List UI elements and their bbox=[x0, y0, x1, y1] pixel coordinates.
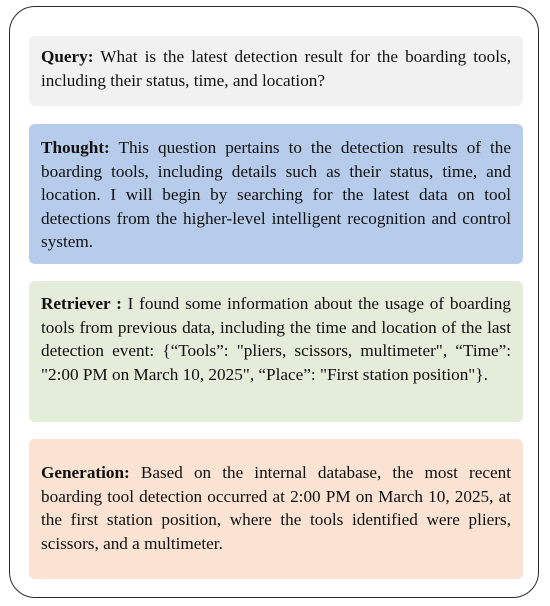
generation-text: Based on the internal database, the most recent boarding tool detection occurred at 2:00 PM on March 10, 2025, at the first station position, where the tools identified were pliers, scissors, and a multimeter. bbox=[41, 463, 511, 553]
thought-text: This question pertains to the detection results of the boarding tools, including details such as their status, time, and location. I will begin by searching for the latest data on tool detections from the higher-level intelligent recognition and control system. bbox=[41, 138, 511, 251]
thought-label: Thought: bbox=[41, 138, 110, 157]
query-text: What is the latest detection result for the boarding tools, including their status, time, and location? bbox=[41, 47, 511, 90]
generation-box bbox=[29, 439, 523, 579]
query-label: Query: bbox=[41, 47, 94, 66]
retriever-text: I found some information about the usage of boarding tools from previous data, including the time and location of the last detection event: {“Tools”: "pliers, scissors, multimeter", “Time”: "2:00 PM on March 10, 2025", “Place”: "First station position"}. bbox=[41, 294, 511, 384]
generation-label: Generation: bbox=[41, 463, 130, 482]
query-box bbox=[29, 36, 523, 106]
retriever-label: Retriever : bbox=[41, 294, 122, 313]
thought-box bbox=[29, 124, 523, 264]
retriever-box bbox=[29, 281, 523, 422]
